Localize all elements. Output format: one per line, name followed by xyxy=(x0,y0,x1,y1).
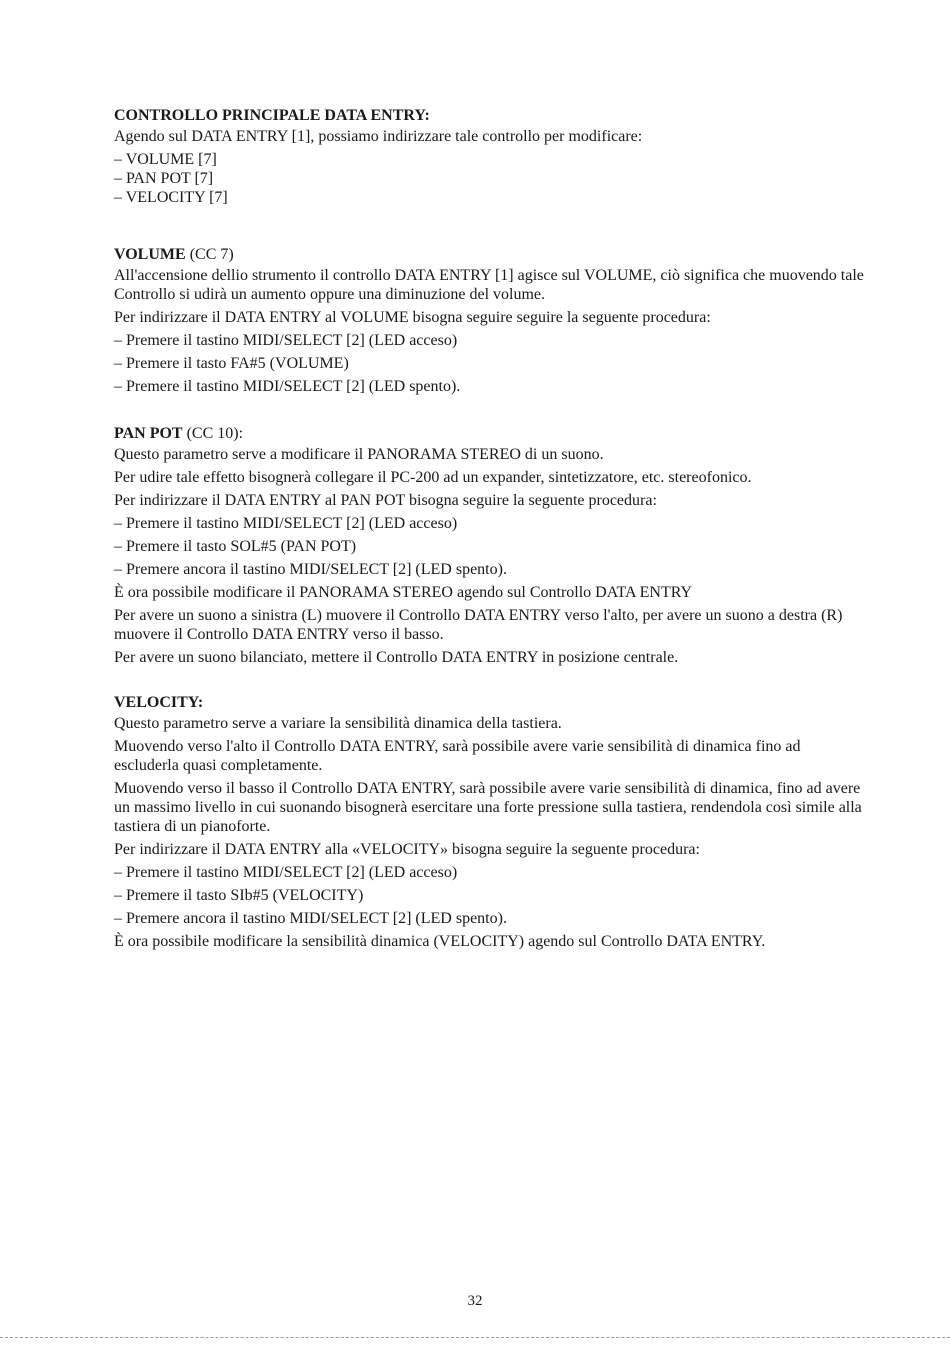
paragraph: Per indirizzare il DATA ENTRY al VOLUME bisogna seguire seguire la seguente procedura: xyxy=(114,309,711,326)
paragraph: Per indirizzare il DATA ENTRY alla «VELOCITY» bisogna seguire la seguente procedura: xyxy=(114,841,700,858)
list-item: – Premere ancora il tastino MIDI/SELECT [2] (LED spento). xyxy=(114,910,507,927)
paragraph: Per avere un suono bilanciato, mettere il Controllo DATA ENTRY in posizione centrale. xyxy=(114,649,679,666)
section-heading: VOLUME (CC 7) xyxy=(114,246,234,263)
list-item: – Premere il tasto FA#5 (VOLUME) xyxy=(114,355,349,372)
section-pan-pot xyxy=(114,424,864,667)
paragraph: Per indirizzare il DATA ENTRY al PAN POT bisogna seguire la seguente procedura: xyxy=(114,492,657,509)
section-velocity xyxy=(114,693,864,951)
list-item: – Premere il tastino MIDI/SELECT [2] (LED spento). xyxy=(114,378,461,395)
section-heading: CONTROLLO PRINCIPALE DATA ENTRY: xyxy=(114,107,430,124)
list-item: – Premere il tasto SIb#5 (VELOCITY) xyxy=(114,887,364,904)
list-item: – Premere il tastino MIDI/SELECT [2] (LED acceso) xyxy=(114,515,458,532)
list-item: – VOLUME [7] xyxy=(114,151,217,168)
procedure-list xyxy=(114,863,864,928)
paragraph: Agendo sul DATA ENTRY [1], possiamo indirizzare tale controllo per modificare: xyxy=(114,128,643,145)
paragraph: Muovendo verso il basso il Controllo DATA ENTRY, sarà possibile avere varie sensibilità di dinamica, fino ad avere un massimo livello in cui suonando bisognerà esercitare una forte pressione sulla tastiera, rendendola così simile alla tastiera di un pianoforte. xyxy=(114,780,862,835)
paragraph: Per avere un suono a sinistra (L) muovere il Controllo DATA ENTRY verso l'alto, per avere un suono a destra (R) muovere il Controllo DATA ENTRY verso il basso. xyxy=(114,607,843,643)
section-heading: VELOCITY: xyxy=(114,694,204,711)
section-heading: PAN POT (CC 10): xyxy=(114,425,244,442)
paragraph: Muovendo verso l'alto il Controllo DATA ENTRY, sarà possibile avere varie sensibilità di dinamica fino ad escluderla quasi completamente. xyxy=(114,738,801,774)
list-item: – Premere il tasto SOL#5 (PAN POT) xyxy=(114,538,357,555)
list-item: – Premere il tastino MIDI/SELECT [2] (LED acceso) xyxy=(114,332,458,349)
list-item: – VELOCITY [7] xyxy=(114,189,228,206)
paragraph: È ora possibile modificare la sensibilità dinamica (VELOCITY) agendo sul Controllo DATA ENTRY. xyxy=(114,933,766,950)
paragraph: È ora possibile modificare il PANORAMA STEREO agendo sul Controllo DATA ENTRY xyxy=(114,584,693,601)
section-data-entry xyxy=(114,106,864,207)
footer-divider xyxy=(0,1337,950,1338)
page-number: 32 xyxy=(467,1293,483,1309)
manual-page xyxy=(114,106,864,955)
paragraph: Per udire tale effetto bisognerà collegare il PC-200 ad un expander, sintetizzatore, etc. stereofonico. xyxy=(114,469,752,486)
paragraph: Questo parametro serve a variare la sensibilità dinamica della tastiera. xyxy=(114,715,562,732)
option-list xyxy=(114,150,864,207)
list-item: – Premere ancora il tastino MIDI/SELECT [2] (LED spento). xyxy=(114,561,507,578)
procedure-list xyxy=(114,514,864,579)
list-item: – Premere il tastino MIDI/SELECT [2] (LED acceso) xyxy=(114,864,458,881)
paragraph: Questo parametro serve a modificare il PANORAMA STEREO di un suono. xyxy=(114,446,604,463)
paragraph: All'accensione dellio strumento il controllo DATA ENTRY [1] agisce sul VOLUME, ciò significa che muovendo tale Controllo si udirà un aumento oppure una diminuzione del volume. xyxy=(114,267,864,303)
procedure-list xyxy=(114,331,864,396)
section-volume xyxy=(114,245,864,396)
list-item: – PAN POT [7] xyxy=(114,170,214,187)
